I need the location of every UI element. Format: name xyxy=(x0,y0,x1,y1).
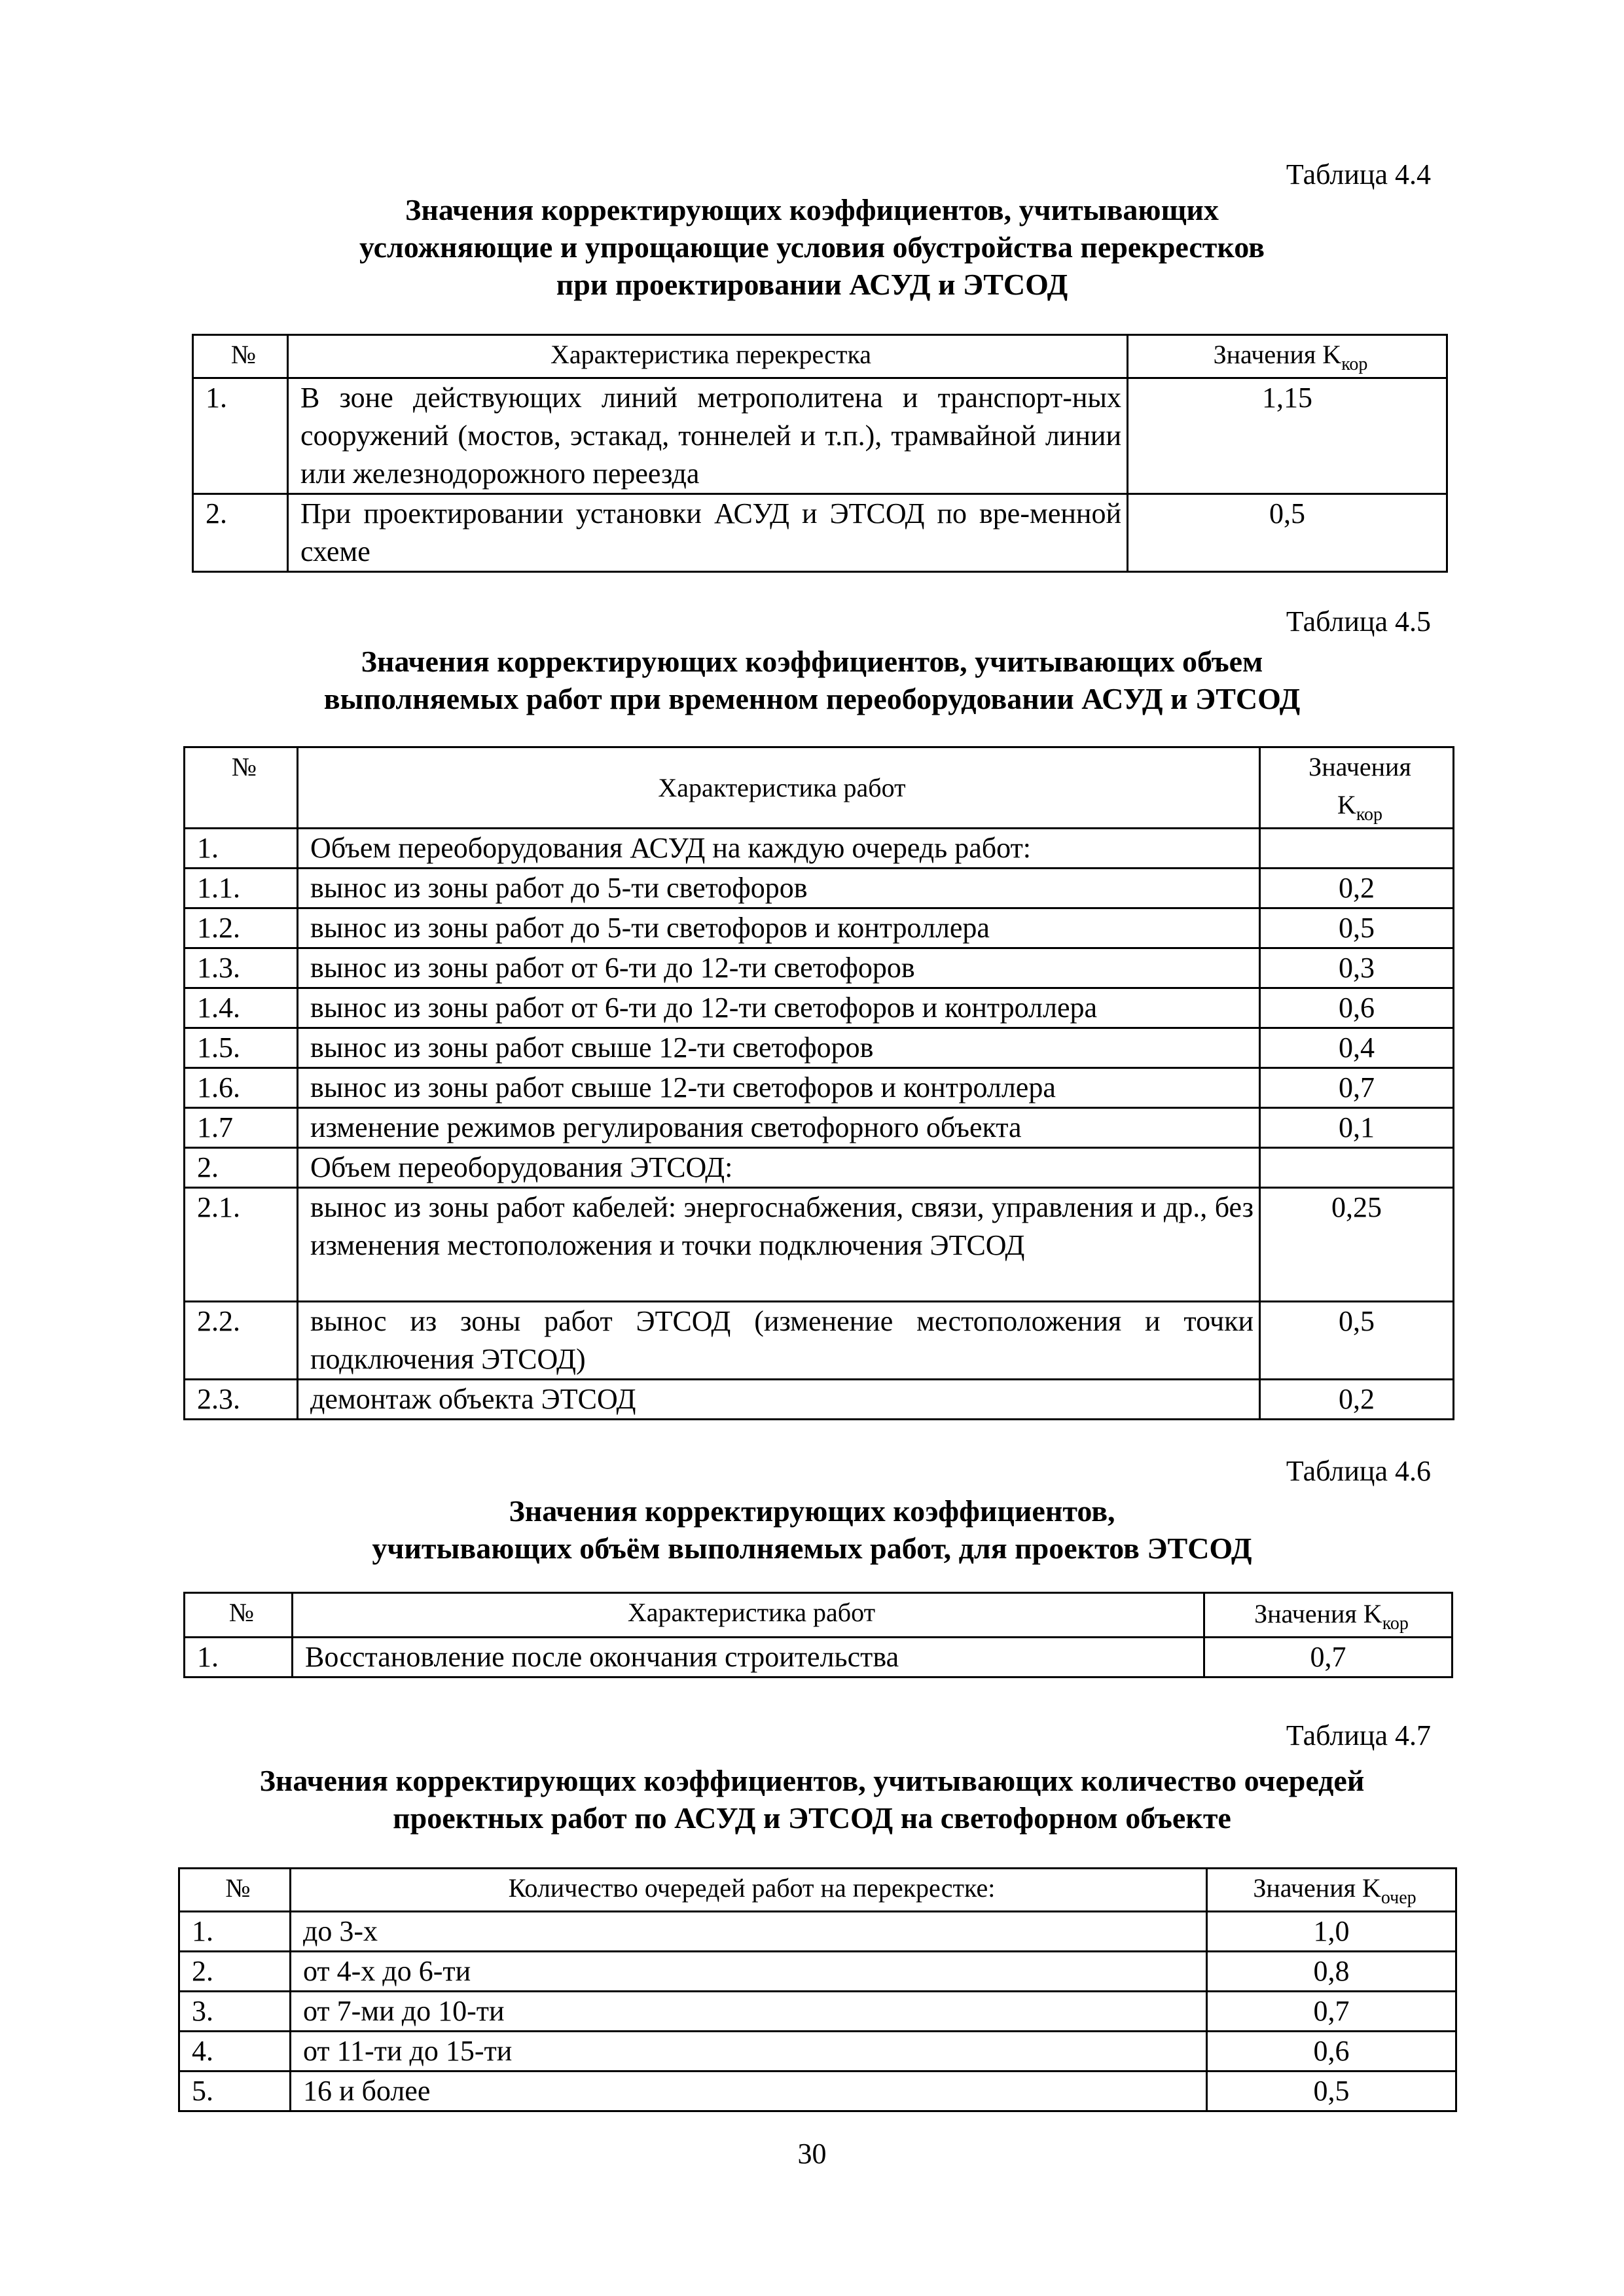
table-row xyxy=(185,1302,1454,1380)
table-row xyxy=(185,1188,1454,1302)
row-num: 2. xyxy=(185,1148,298,1188)
row-num: 2. xyxy=(179,1952,291,1992)
row-num: 2. xyxy=(193,494,288,572)
table-row xyxy=(193,494,1447,572)
table-row xyxy=(193,378,1447,494)
row-value xyxy=(1260,1148,1454,1188)
table-row xyxy=(185,1028,1454,1068)
table-row xyxy=(185,829,1454,869)
row-value: 1,0 xyxy=(1207,1912,1456,1952)
row-num: 1.4. xyxy=(185,988,298,1028)
header-value: Значения $K_{очер}$ xyxy=(1207,1869,1456,1912)
row-value: 0,7 xyxy=(1204,1638,1453,1677)
row-num: 1.7 xyxy=(185,1108,298,1148)
title-line: выполняемых работ при временном переоборудовании АСУД и ЭТСОД xyxy=(323,682,1301,715)
table-row xyxy=(185,948,1454,988)
row-value: 0,5 xyxy=(1260,908,1454,948)
row-num: 1. xyxy=(193,378,288,494)
header-value: Значения $K_{кор}$ xyxy=(1204,1593,1453,1638)
table-4-6-title xyxy=(0,1492,1624,1567)
table-row xyxy=(185,1148,1454,1188)
table-row xyxy=(185,1380,1454,1420)
row-value: 0,7 xyxy=(1207,1992,1456,2032)
table-4-5 xyxy=(183,746,1454,1420)
row-text: до 3-х xyxy=(291,1912,1207,1952)
table-row xyxy=(179,1912,1456,1952)
title-line: Значения корректирующих коэффициентов, учитывающих xyxy=(405,193,1219,226)
row-text: изменение режимов регулирования светофорного объекта xyxy=(298,1108,1260,1148)
row-text: Объем переоборудования АСУД на каждую очередь работ: xyxy=(298,829,1260,869)
row-value xyxy=(1260,829,1454,869)
row-num: 1. xyxy=(179,1912,291,1952)
title-line: Значения корректирующих коэффициентов, учитывающих объем xyxy=(361,645,1263,678)
row-text: вынос из зоны работ до 5-ти светофоров и контроллера xyxy=(298,908,1260,948)
row-num: 3. xyxy=(179,1992,291,2032)
table-header-row xyxy=(185,747,1454,829)
row-text: вынос из зоны работ от 6-ти до 12-ти светофоров и контроллера xyxy=(298,988,1260,1028)
title-line: проектных работ по АСУД и ЭТСОД на светофорном объекте xyxy=(393,1801,1231,1835)
row-text: Восстановление после окончания строительства xyxy=(293,1638,1204,1677)
table-row xyxy=(185,1068,1454,1108)
table-header-row xyxy=(193,335,1447,378)
row-num: 5. xyxy=(179,2072,291,2111)
row-value: 1,15 xyxy=(1128,378,1447,494)
row-num: 1.6. xyxy=(185,1068,298,1108)
title-line: Значения корректирующих коэффициентов, учитывающих количество очередей xyxy=(259,1764,1365,1797)
table-row xyxy=(179,2032,1456,2072)
table-4-7 xyxy=(178,1867,1457,2112)
row-value: 0,5 xyxy=(1128,494,1447,572)
row-value: 0,3 xyxy=(1260,948,1454,988)
table-4-4 xyxy=(192,334,1448,573)
row-text: от 11-ти до 15-ти xyxy=(291,2032,1207,2072)
row-num: 1.5. xyxy=(185,1028,298,1068)
row-text: демонтаж объекта ЭТСОД xyxy=(298,1380,1260,1420)
row-num: 2.2. xyxy=(185,1302,298,1380)
header-num: № xyxy=(185,1593,293,1638)
table-row xyxy=(185,1638,1453,1677)
row-text: вынос из зоны работ ЭТСОД (изменение местоположения и точки подключения ЭТСОД) xyxy=(298,1302,1260,1380)
table-4-4-label: Таблица 4.4 xyxy=(1286,158,1431,190)
row-num: 4. xyxy=(179,2032,291,2072)
table-4-5-label: Таблица 4.5 xyxy=(1286,605,1431,637)
row-text: от 7-ми до 10-ти xyxy=(291,1992,1207,2032)
header-characteristic: Количество очередей работ на перекрестке: xyxy=(291,1869,1207,1912)
row-value: 0,7 xyxy=(1260,1068,1454,1108)
row-text: В зоне действующих линий метрополитена и транспорт-ных сооружений (мостов, эстакад, тоннелей и т.п.), трамвайной линии или железнодорожного переезда xyxy=(288,378,1128,494)
table-row xyxy=(179,1952,1456,1992)
table-row xyxy=(185,1108,1454,1148)
row-num: 1.1. xyxy=(185,869,298,908)
table-row xyxy=(185,908,1454,948)
row-text: вынос из зоны работ свыше 12-ти светофоров и контроллера xyxy=(298,1068,1260,1108)
title-line: при проектировании АСУД и ЭТСОД xyxy=(556,268,1068,301)
row-text: от 4-х до 6-ти xyxy=(291,1952,1207,1992)
row-value: 0,8 xyxy=(1207,1952,1456,1992)
row-text: вынос из зоны работ от 6-ти до 12-ти светофоров xyxy=(298,948,1260,988)
title-line: Значения корректирующих коэффициентов, xyxy=(509,1494,1115,1528)
row-text: При проектировании установки АСУД и ЭТСОД по вре-менной схеме xyxy=(288,494,1128,572)
table-row xyxy=(185,869,1454,908)
row-text: вынос из зоны работ свыше 12-ти светофоров xyxy=(298,1028,1260,1068)
row-value: 0,1 xyxy=(1260,1108,1454,1148)
row-value: 0,2 xyxy=(1260,1380,1454,1420)
row-num: 1. xyxy=(185,829,298,869)
table-4-6-label: Таблица 4.6 xyxy=(1286,1455,1431,1487)
table-header-row xyxy=(179,1869,1456,1912)
row-value: 0,5 xyxy=(1207,2072,1456,2111)
table-4-7-label: Таблица 4.7 xyxy=(1286,1719,1431,1751)
header-characteristic: Характеристика работ xyxy=(298,747,1260,829)
row-value: 0,6 xyxy=(1207,2032,1456,2072)
table-row xyxy=(179,1992,1456,2032)
row-text: 16 и более xyxy=(291,2072,1207,2111)
page-number: 30 xyxy=(797,2138,827,2170)
header-num: № xyxy=(179,1869,291,1912)
row-num: 1.2. xyxy=(185,908,298,948)
table-4-7-title xyxy=(0,1762,1624,1837)
table-row xyxy=(179,2072,1456,2111)
row-value: 0,6 xyxy=(1260,988,1454,1028)
row-value: 0,2 xyxy=(1260,869,1454,908)
row-num: 1.3. xyxy=(185,948,298,988)
row-num: 2.1. xyxy=(185,1188,298,1302)
row-num: 2.3. xyxy=(185,1380,298,1420)
row-value: 0,25 xyxy=(1260,1188,1454,1302)
title-line: усложняющие и упрощающие условия обустройства перекрестков xyxy=(359,230,1265,264)
row-text: Объем переоборудования ЭТСОД: xyxy=(298,1148,1260,1188)
table-4-6 xyxy=(183,1592,1453,1678)
table-4-4-title xyxy=(0,191,1624,303)
row-value: 0,4 xyxy=(1260,1028,1454,1068)
header-characteristic: Характеристика перекрестка xyxy=(288,335,1128,378)
row-text: вынос из зоны работ кабелей: энергоснабжения, связи, управления и др., без изменения местоположения и точки подключения ЭТСОД xyxy=(298,1188,1260,1302)
row-value: 0,5 xyxy=(1260,1302,1454,1380)
header-value: Значения $K_{кор}$ xyxy=(1128,335,1447,378)
header-value: Значения $K_{кор}$ xyxy=(1260,747,1454,829)
header-num: № xyxy=(185,747,298,829)
row-num: 1. xyxy=(185,1638,293,1677)
table-header-row xyxy=(185,1593,1453,1638)
row-text: вынос из зоны работ до 5-ти светофоров xyxy=(298,869,1260,908)
table-row xyxy=(185,988,1454,1028)
title-line: учитывающих объём выполняемых работ, для проектов ЭТСОД xyxy=(372,1532,1252,1565)
header-num: № xyxy=(193,335,288,378)
table-4-5-title xyxy=(0,643,1624,717)
header-characteristic: Характеристика работ xyxy=(293,1593,1204,1638)
